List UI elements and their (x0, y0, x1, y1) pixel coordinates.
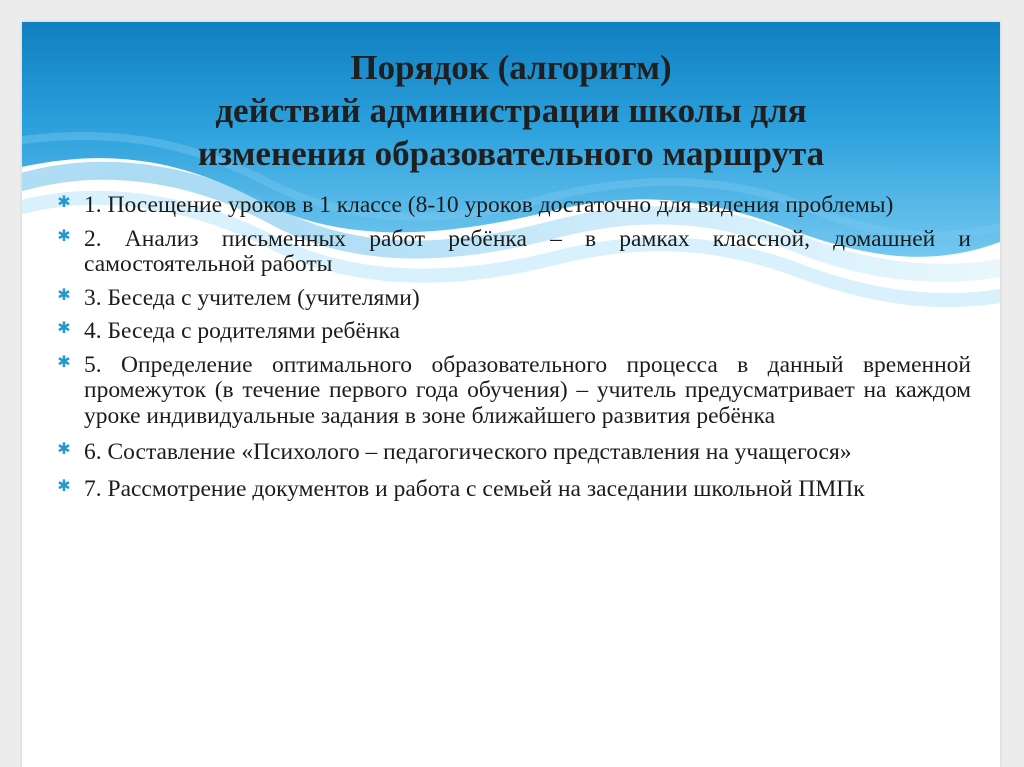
list-item (56, 319, 971, 345)
asterisk-bullet-icon: ✱ (57, 225, 71, 245)
title-line-3: изменения образовательного маршрута (197, 134, 825, 173)
list-item (56, 227, 971, 278)
asterisk-bullet-icon: ✱ (57, 192, 71, 211)
title-line-2: действий администрации школы для (215, 91, 807, 130)
algorithm-list (56, 193, 971, 510)
list-item (56, 440, 971, 466)
list-item (56, 477, 971, 503)
list-item-text: 4. Беседа с родителями ребёнка (84, 318, 400, 344)
asterisk-bullet-icon: ✱ (57, 318, 71, 337)
list-item-text: 7. Рассмотрение документов и работа с семьей на заседании школьной ПМПк (84, 475, 865, 502)
list-item (56, 193, 971, 219)
title-line-1: Порядок (алгоритм) (350, 48, 672, 87)
list-item-text: 2. Анализ письменных работ ребёнка – в рамках классной, домашней и самостоятельной работы (84, 225, 971, 277)
asterisk-bullet-icon: ✱ (57, 475, 71, 495)
asterisk-bullet-icon: ✱ (57, 284, 71, 304)
asterisk-bullet-icon: ✱ (57, 439, 71, 458)
list-item (56, 286, 971, 312)
list-item-text: 5. Определение оптимального образовательного процесса в данный временной промежуток (в течение первого года обучения) – учитель предусматривает на каждом уроке индивидуальные задания в зоне ближайшего развития ребёнка (84, 351, 971, 429)
presentation-slide (22, 22, 1000, 767)
list-item-text: 3. Беседа с учителем (учителями) (84, 284, 420, 311)
list-item-text: 1. Посещение уроков в 1 классе (8-10 уроков достаточно для видения проблемы) (84, 192, 894, 218)
asterisk-bullet-icon: ✱ (57, 351, 71, 371)
slide-title (62, 46, 960, 175)
list-item (56, 353, 971, 430)
list-item-text: 6. Составление «Психолого – педагогического представления на учащегося» (84, 439, 852, 465)
